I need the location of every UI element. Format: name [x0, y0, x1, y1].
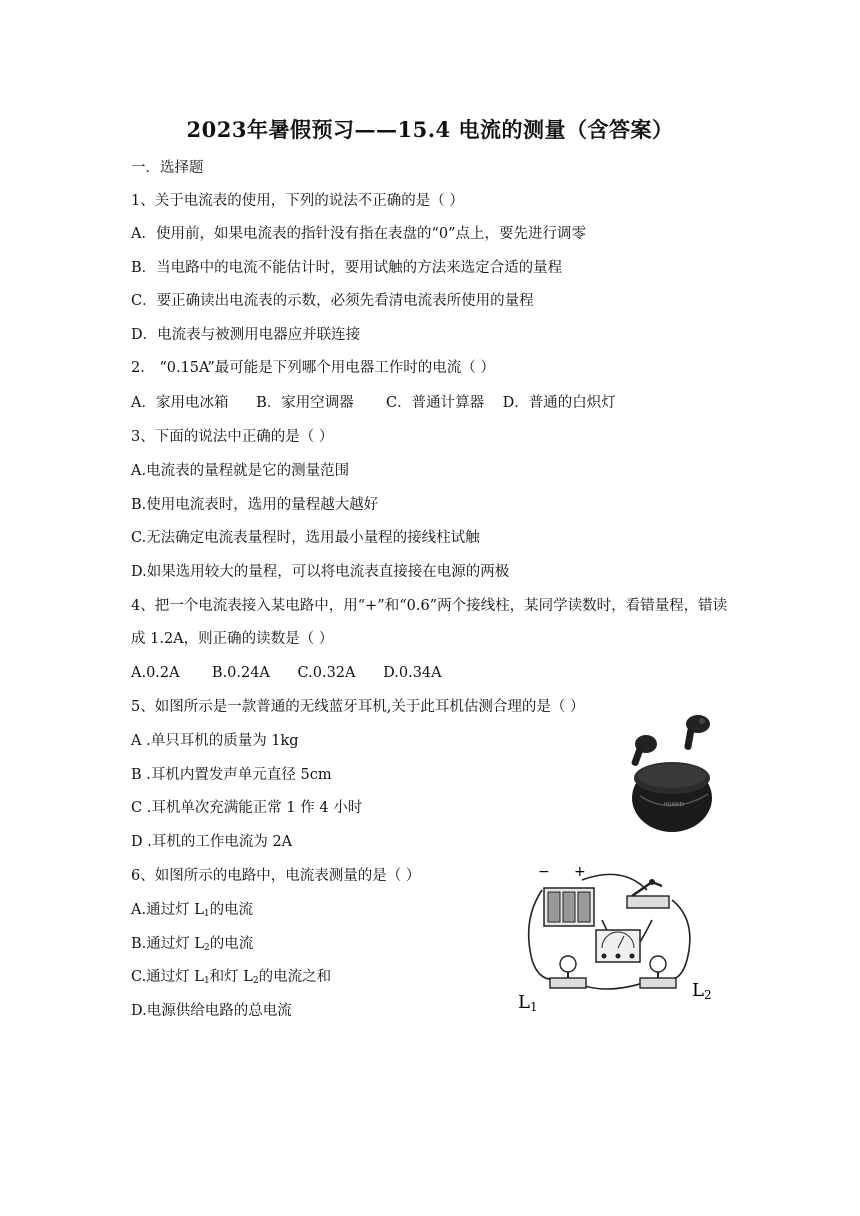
lamp-l2-label: L2 — [692, 980, 712, 1002]
q1-stem: 1、关于电流表的使用，下列的说法不正确的是（ ） — [131, 193, 464, 209]
earbuds-brand-label: HUAWEI — [664, 802, 685, 808]
q1-option-d: D．电流表与被测用电器应并联连接 — [131, 327, 361, 343]
q3-option-b: B.使用电流表时，选用的量程越大越好 — [131, 497, 379, 513]
battery-minus-label: − — [538, 864, 550, 880]
q3-option-c: C.无法确定电流表量程时，选用最小量程的接线柱试触 — [131, 530, 480, 546]
q5-option-d: D .耳机的工作电流为 2A — [131, 834, 293, 850]
q4-stem-line1: 4、把一个电流表接入某电路中，用“+”和“0.6”两个接线柱，某同学读数时，看错量程，错读 — [131, 598, 728, 614]
circuit-diagram — [512, 860, 722, 1015]
q6-option-c: C.通过灯 $L_1$和灯 $L_2$的电流之和 — [131, 969, 332, 986]
q6-option-d: D.电源供给电路的总电流 — [131, 1003, 292, 1019]
lamp-l1-label: L1 — [518, 992, 538, 1014]
ammeter-icon — [596, 930, 640, 962]
q2-options: A．家用电冰箱 B．家用空调器 C．普通计算器 D．普通的白炽灯 — [131, 395, 616, 411]
battery-icon — [544, 888, 594, 926]
q4-stem-line2: 成 1.2A，则正确的读数是（ ） — [131, 631, 334, 647]
q3-option-d: D.如果选用较大的量程，可以将电流表直接接在电源的两极 — [131, 564, 510, 580]
q2-stem: 2． “0.15A”最可能是下列哪个用电器工作时的电流（ ） — [131, 360, 495, 376]
q1-option-c: C．要正确读出电流表的示数，必须先看清电流表所使用的量程 — [131, 293, 534, 309]
q6-option-a: A.通过灯 $L_1$的电流 — [131, 902, 254, 919]
q6-option-b: B.通过灯 $L_2$的电流 — [131, 936, 254, 953]
q3-option-a: A.电流表的量程就是它的测量范围 — [131, 463, 350, 479]
q5-stem: 5、如图所示是一款普通的无线蓝牙耳机,关于此耳机估测合理的是（ ） — [131, 699, 585, 715]
battery-plus-label: + — [574, 864, 586, 880]
q1-option-b: B．当电路中的电流不能估计时，要用试触的方法来选定合适的量程 — [131, 260, 563, 276]
page-title: 2023年暑假预习——15.4 电流的测量（含答案） — [186, 117, 674, 142]
lamp-l2-icon — [640, 956, 676, 988]
q6-stem: 6、如图所示的电路中，电流表测量的是（ ） — [131, 868, 421, 884]
switch-icon — [627, 879, 669, 908]
earbuds-image — [620, 706, 720, 836]
q5-option-b: B .耳机内置发声单元直径 5cm — [131, 767, 332, 783]
q5-option-c: C .耳机单次充满能正常 1 作 4 小时 — [131, 800, 363, 816]
q1-option-a: A．使用前，如果电流表的指针没有指在表盘的“0”点上，要先进行调零 — [131, 226, 587, 242]
q4-options: A.0.2A B.0.24A C.0.32A D.0.34A — [131, 665, 442, 681]
q3-stem: 3、下面的说法中正确的是（ ） — [131, 429, 334, 445]
q5-option-a: A .单只耳机的质量为 1kg — [131, 733, 299, 749]
lamp-l1-icon — [550, 956, 586, 988]
section-heading: 一．选择题 — [131, 160, 204, 176]
